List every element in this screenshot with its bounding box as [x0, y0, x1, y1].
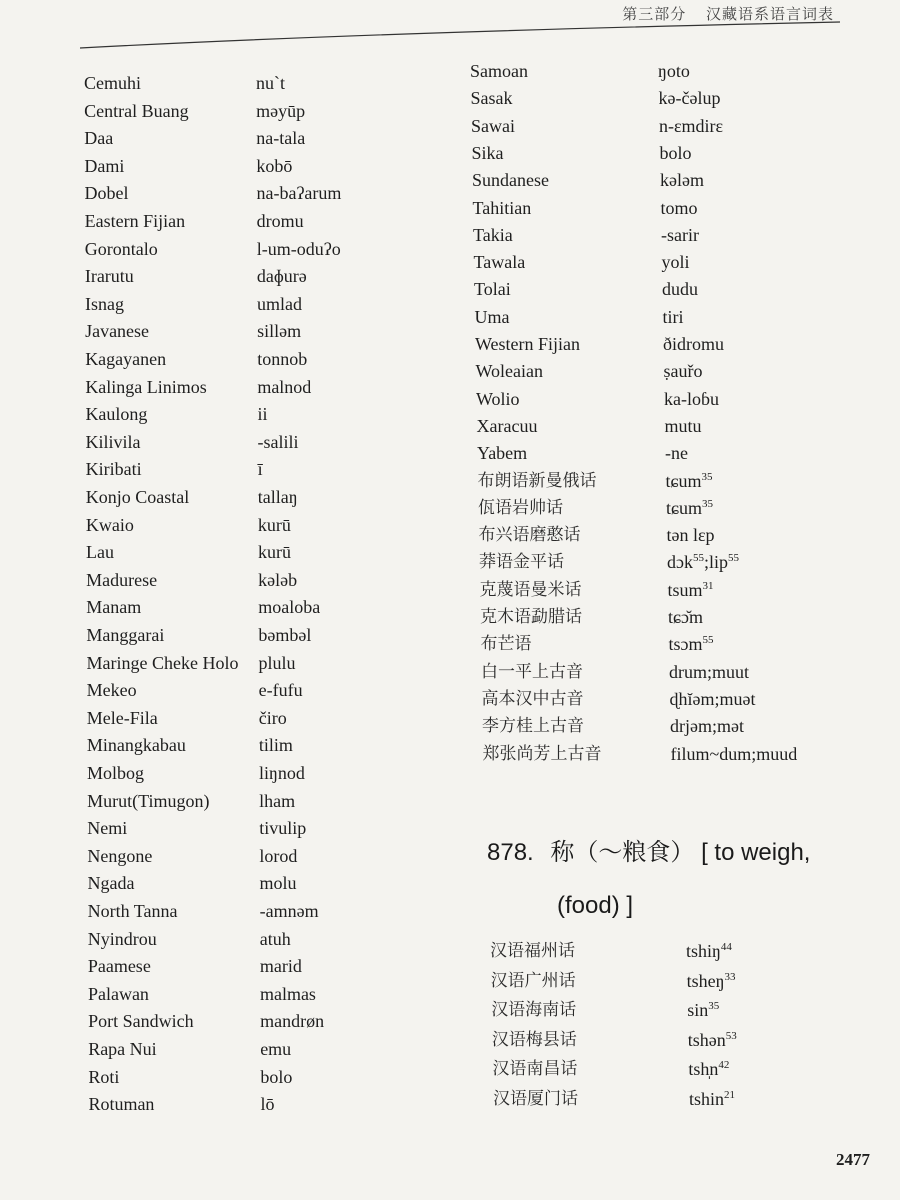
language-name: Kwaio	[85, 514, 134, 535]
language-name: Irarutu	[84, 266, 134, 287]
language-name: Eastern Fijian	[84, 211, 186, 231]
word-form	[257, 263, 307, 289]
entry-gloss-line1: [ to weigh,	[701, 839, 811, 866]
word-form	[258, 512, 291, 538]
form-text: sin	[687, 1000, 709, 1020]
form-text: emu	[260, 1039, 292, 1059]
word-form	[257, 318, 301, 344]
word-form	[660, 167, 704, 193]
language-name: Kiribati	[85, 459, 142, 480]
language-name: Molbog	[87, 763, 145, 783]
word-form	[660, 140, 692, 166]
form-text: e-fufu	[258, 680, 303, 701]
form-text: lō	[260, 1094, 275, 1115]
word-form	[258, 429, 299, 455]
language-name: Maringe Cheke Holo	[86, 652, 239, 673]
form-text: ii	[257, 404, 268, 425]
word-form	[670, 686, 756, 712]
form-text: tɕum	[665, 470, 702, 491]
language-name: Madurese	[86, 569, 158, 590]
form-text: malnod	[257, 376, 312, 397]
form-text: dudu	[662, 279, 698, 300]
form-text: ka-loɓu	[664, 388, 719, 409]
form-text: tsɔm	[668, 634, 703, 655]
language-name: 汉语广州话	[490, 970, 576, 991]
word-form	[260, 953, 302, 979]
language-name: 汉语福州话	[490, 941, 575, 961]
language-name: Western Fijian	[475, 334, 581, 354]
word-form	[257, 346, 307, 372]
form-text: moaloba	[258, 597, 321, 618]
form-text: tsheŋ	[686, 970, 725, 991]
language-name: Rotuman	[88, 1094, 155, 1115]
word-form	[260, 898, 319, 924]
word-form	[260, 1036, 291, 1062]
form-text: ɖhĭəm;muət	[669, 688, 756, 709]
language-name: Tolai	[474, 279, 511, 300]
word-form	[665, 413, 702, 439]
language-name: Ngada	[87, 873, 135, 894]
language-name: Javanese	[85, 321, 150, 342]
form-text: tən lɛp	[666, 525, 715, 546]
language-name: Tahitian	[472, 197, 532, 218]
form-text: liŋnod	[259, 763, 305, 783]
tone-superscript: 55	[702, 634, 714, 647]
tone-superscript: 55	[728, 552, 740, 565]
form-text: mandrøn	[260, 1011, 325, 1032]
language-name: 白一平上古音	[481, 661, 583, 682]
form-text: na-baʔarum	[256, 183, 342, 204]
form-text: tshin	[689, 1088, 725, 1109]
language-name: 汉语梅县话	[491, 1029, 577, 1050]
language-name: 李方桂上古音	[482, 716, 584, 737]
form-text: -amnəm	[259, 901, 319, 921]
language-name: Kalinga Linimos	[85, 376, 207, 397]
running-head-title: 汉藏语系语言词表	[705, 5, 834, 23]
tone-superscript: 31	[702, 579, 714, 592]
form-text: drjəm;mət	[670, 716, 744, 737]
form-text: bəmbəl	[258, 625, 312, 645]
tone-superscript: 53	[725, 1029, 737, 1042]
form-text: kurū	[257, 514, 291, 535]
word-form	[688, 1027, 737, 1053]
word-form	[258, 539, 291, 565]
word-form	[257, 208, 304, 234]
language-name: Manam	[86, 597, 142, 618]
word-form	[670, 713, 744, 739]
word-form	[686, 938, 732, 964]
form-text: ;lip	[704, 552, 729, 573]
language-name: 克木语勐腊话	[480, 607, 582, 627]
form-text: -salili	[257, 431, 299, 452]
language-name: Isnag	[84, 293, 124, 314]
word-form	[258, 567, 297, 593]
word-form	[667, 522, 715, 548]
form-text: molu	[259, 873, 297, 894]
word-form	[662, 276, 698, 302]
language-name: Takia	[473, 224, 513, 245]
form-text: marid	[259, 956, 302, 977]
word-form	[687, 968, 736, 994]
word-form	[661, 222, 699, 248]
form-text: kə-čəlup	[658, 88, 721, 109]
language-name: Rapa Nui	[88, 1039, 157, 1059]
form-text: yoli	[661, 252, 690, 273]
form-text: kobō	[256, 155, 293, 176]
form-text: drum;muut	[669, 661, 749, 682]
word-form	[256, 180, 341, 206]
word-form	[259, 788, 295, 814]
language-name: Wolio	[476, 388, 520, 409]
word-form	[662, 249, 690, 275]
word-form	[666, 495, 713, 521]
language-name: Dobel	[84, 183, 129, 204]
word-form	[688, 1056, 729, 1082]
form-text: -ne	[665, 443, 688, 464]
form-text: ðidromu	[663, 334, 724, 354]
word-form	[257, 374, 311, 400]
word-form	[668, 604, 703, 630]
form-text: tɕɔ̆m	[668, 607, 703, 627]
language-name: Central Buang	[84, 100, 189, 121]
language-name: Kaulong	[85, 404, 148, 425]
form-text: lorod	[259, 845, 298, 866]
word-form	[661, 195, 698, 221]
language-name: Minangkabau	[86, 735, 186, 756]
language-name: 汉语厦门话	[493, 1088, 578, 1109]
language-name: 布兴语磨憨话	[478, 525, 581, 546]
language-name: Samoan	[470, 61, 528, 81]
form-text: məyūp	[256, 100, 306, 121]
form-text: kələb	[258, 569, 298, 590]
word-form	[260, 1008, 324, 1034]
word-form	[258, 484, 298, 510]
word-form	[664, 358, 703, 384]
word-form	[259, 843, 297, 869]
form-text: malmas	[259, 983, 316, 1004]
language-name: Sawai	[471, 115, 515, 136]
word-form	[257, 401, 267, 427]
word-form	[666, 468, 713, 494]
form-text: tiri	[662, 306, 684, 327]
language-name: Cemuhi	[84, 73, 141, 93]
form-text: čiro	[258, 707, 287, 728]
tone-superscript: 35	[702, 497, 713, 510]
form-text: dromu	[256, 211, 304, 231]
word-form	[671, 741, 798, 767]
form-text: kurū	[258, 542, 292, 563]
language-name: 布芒语	[480, 634, 532, 655]
word-form	[259, 870, 296, 896]
form-text: kələm	[660, 170, 704, 191]
form-text: tsum	[667, 579, 703, 600]
language-name: Daa	[84, 128, 114, 149]
language-name: Mekeo	[86, 680, 137, 701]
language-name: Nemi	[87, 818, 128, 839]
word-form	[260, 1091, 274, 1117]
form-text: tallaŋ	[257, 487, 298, 507]
word-form	[259, 732, 293, 758]
form-text: nu`t	[256, 73, 285, 93]
language-name: Paamese	[87, 956, 151, 977]
language-name: 汉语海南话	[491, 1000, 577, 1020]
form-text: dɔk	[667, 552, 693, 573]
language-name: Mele-Fila	[86, 707, 158, 728]
language-name: 高本汉中古音	[481, 688, 584, 709]
language-name: Port Sandwich	[88, 1011, 194, 1032]
form-text: silləm	[257, 321, 302, 342]
word-form	[658, 58, 690, 84]
form-text: lham	[259, 790, 296, 811]
form-text: -sarir	[661, 224, 699, 245]
form-text: tomo	[660, 197, 698, 218]
word-form	[687, 997, 719, 1023]
word-form	[260, 1064, 292, 1090]
word-form	[663, 304, 684, 330]
tone-superscript: 35	[701, 470, 713, 483]
word-form	[256, 98, 305, 124]
word-form	[669, 631, 714, 657]
word-form	[659, 113, 723, 139]
language-name: Gorontalo	[84, 238, 158, 259]
page-number: 2477	[836, 1150, 870, 1169]
language-name: Dami	[84, 155, 125, 176]
tone-superscript: 55	[693, 552, 704, 565]
word-form	[259, 705, 287, 731]
form-text: bolo	[659, 142, 692, 163]
language-name: 汉语南昌话	[492, 1059, 578, 1079]
tone-superscript: 44	[720, 941, 732, 953]
language-name: Sika	[471, 142, 504, 163]
word-form	[256, 70, 285, 96]
tone-superscript: 42	[718, 1059, 730, 1071]
form-text: na-tala	[256, 128, 306, 149]
form-text: ŋoto	[658, 61, 690, 81]
language-name: Nyindrou	[87, 928, 157, 949]
language-name: 郑张尚芳上古音	[482, 743, 602, 764]
form-text: tsh̩n	[688, 1059, 719, 1079]
form-text: tonnob	[257, 349, 308, 369]
form-text: mutu	[664, 415, 702, 436]
word-form	[259, 677, 303, 703]
word-form	[258, 622, 311, 648]
entry-gloss-line2: (food) ]	[557, 892, 634, 919]
tone-superscript: 33	[724, 970, 736, 983]
word-form	[669, 659, 749, 685]
language-name: Palawan	[87, 983, 149, 1004]
language-name: 布朗语新曼俄话	[477, 470, 597, 491]
language-name: Yabem	[477, 443, 528, 464]
word-form	[257, 291, 302, 317]
form-text: umlad	[256, 293, 302, 314]
word-form	[663, 331, 724, 357]
word-form	[659, 85, 721, 111]
running-head-part: 第三部分	[622, 5, 687, 23]
word-form	[258, 594, 320, 620]
form-text: tshiŋ	[686, 941, 721, 961]
form-text: bolo	[260, 1066, 293, 1087]
language-name: Xaracuu	[476, 415, 538, 436]
form-text: tilim	[258, 735, 293, 756]
word-form	[256, 125, 305, 151]
form-text: daɸurə	[256, 266, 307, 287]
word-form	[689, 1086, 735, 1112]
form-text: filum~dum;muud	[670, 743, 798, 764]
word-form	[260, 926, 291, 952]
language-name: Nengone	[87, 845, 153, 866]
header-rule	[80, 20, 840, 50]
language-name: North Tanna	[87, 901, 178, 921]
language-name: 佤语岩帅话	[478, 497, 563, 518]
tone-superscript: 21	[724, 1088, 736, 1101]
word-form	[259, 650, 296, 676]
word-form	[668, 577, 714, 603]
language-name: Murut(Timugon)	[87, 790, 210, 811]
word-form	[667, 549, 739, 575]
word-form	[257, 236, 341, 262]
form-text: plulu	[258, 652, 296, 673]
language-name: Sasak	[470, 88, 513, 109]
form-text: tshən	[687, 1029, 726, 1050]
word-form	[665, 440, 688, 466]
tone-superscript: 35	[708, 1000, 720, 1012]
language-name: Lau	[86, 542, 115, 563]
language-name: Tawala	[473, 252, 526, 273]
word-form	[256, 153, 292, 179]
word-form	[259, 815, 306, 841]
form-text: n-ɛmdirɛ	[659, 115, 724, 136]
language-name: Manggarai	[86, 625, 165, 645]
language-name: 莽语金平话	[479, 552, 564, 573]
form-text: ī	[257, 459, 263, 480]
form-text: l-um-oduʔo	[256, 238, 341, 259]
form-text: ṣauřo	[663, 361, 703, 382]
entry-heading	[487, 832, 810, 867]
word-form	[259, 760, 305, 786]
language-name: Sundanese	[472, 170, 549, 191]
language-name: Konjo Coastal	[85, 487, 190, 507]
word-form	[258, 456, 263, 482]
language-name: 克蔑语曼米话	[479, 579, 582, 600]
language-name: Woleaian	[475, 361, 544, 382]
language-name: Kilivila	[85, 431, 141, 452]
language-name: Uma	[474, 306, 510, 327]
form-text: tɕum	[666, 497, 702, 518]
language-name: Roti	[88, 1066, 120, 1087]
form-text: tivulip	[259, 818, 307, 839]
form-text: atuh	[259, 928, 291, 949]
entry-headword: 称（～粮食）	[550, 838, 695, 866]
entry-number: 878.	[487, 839, 534, 866]
word-form	[260, 981, 316, 1007]
language-name: Kagayanen	[85, 349, 167, 369]
word-form	[664, 386, 719, 412]
